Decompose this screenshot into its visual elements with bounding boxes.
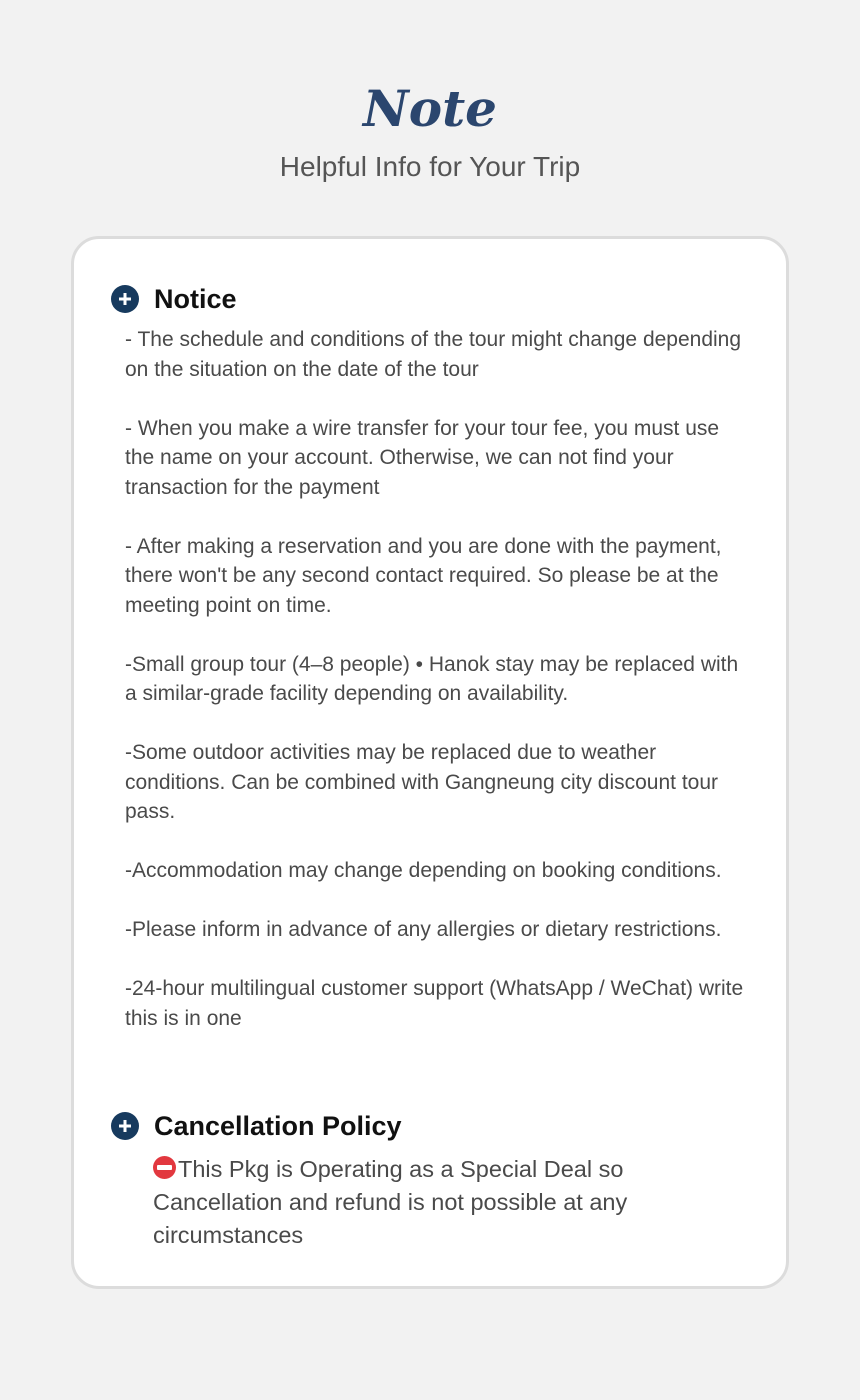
list-item: - After making a reservation and you are done with the payment, there won't be any second contact required. So please be at the meeting point on time. xyxy=(125,534,722,617)
notice-list xyxy=(125,325,745,1033)
page-subtitle: Helpful Info for Your Trip xyxy=(279,151,581,182)
list-item: -Accommodation may change depending on booking conditions. xyxy=(125,859,722,882)
list-item: -Please inform in advance of any allergies or dietary restrictions. xyxy=(125,918,722,941)
plus-circle-icon[interactable] xyxy=(111,1112,139,1140)
cancellation-text-body: This Pkg is Operating as a Special Deal so Cancellation and refund is not possible at any circumstances xyxy=(153,1156,628,1248)
list-item: - When you make a wire transfer for your tour fee, you must use the name on your account. Otherwise, we can not find your transaction for the payment xyxy=(125,416,720,499)
cancellation-text xyxy=(153,1153,713,1252)
notice-section-header[interactable] xyxy=(111,282,237,316)
notice-heading: Notice xyxy=(154,284,237,314)
page-title: Note xyxy=(363,79,497,138)
list-item: -Some outdoor activities may be replaced due to weather conditions. Can be combined with Gangneung city discount tour pass. xyxy=(125,741,719,823)
cancellation-heading: Cancellation Policy xyxy=(154,1111,402,1141)
info-card xyxy=(71,236,789,1289)
cancellation-section-header[interactable] xyxy=(111,1109,402,1143)
list-item: -24-hour multilingual customer support (WhatsApp / WeChat) write this is in one xyxy=(125,977,744,1030)
list-item: - The schedule and conditions of the tour might change depending on the situation on the date of the tour xyxy=(125,328,742,381)
plus-circle-icon[interactable] xyxy=(111,285,139,313)
no-entry-icon xyxy=(153,1156,176,1179)
list-item: -Small group tour (4–8 people) • Hanok stay may be replaced with a similar-grade facility depending on availability. xyxy=(125,652,739,705)
